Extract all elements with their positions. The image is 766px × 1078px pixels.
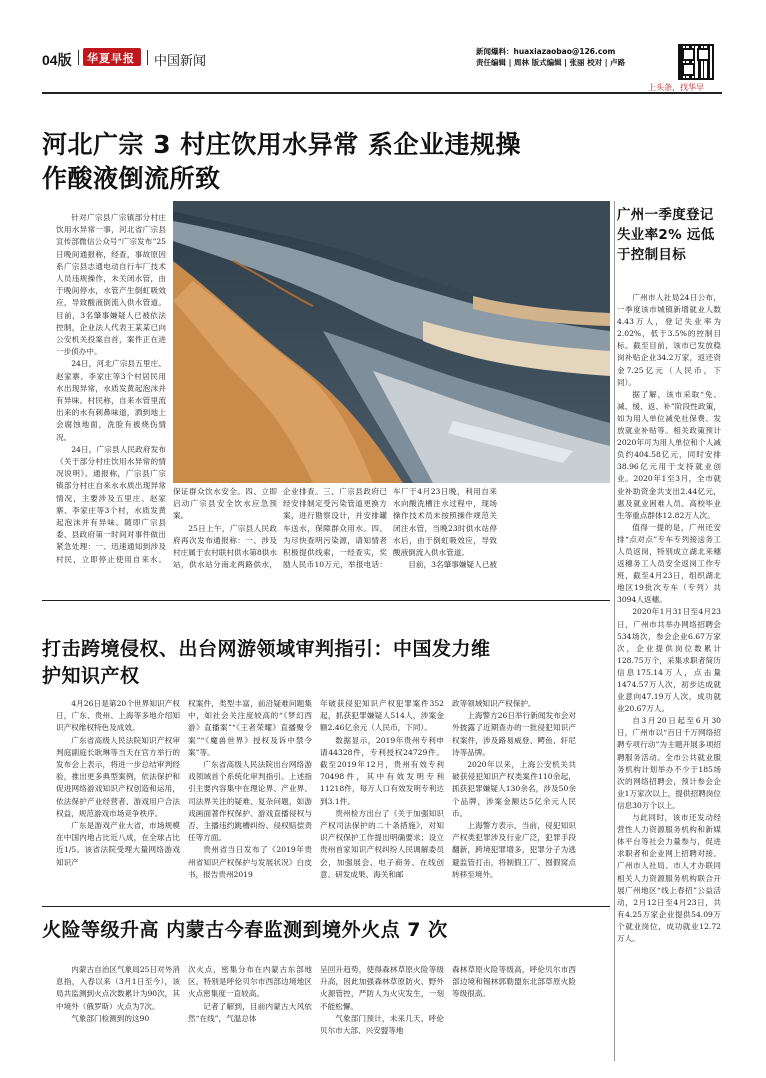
paragraph: 2020年以来，上海公安机关共破获侵犯知识产权类案件110余起，抓获犯罪嫌疑人130余名，涉及50余个品牌，涉案金额达5亿余元人民币。	[452, 760, 576, 818]
brand-logo-text: 华夏早报	[87, 52, 135, 65]
paragraph: 车厂于4月23日晚，利用自来水向酸洗槽注水过程中，现场操作技术员未按照操作规范关闭注水管，当晚23时供水站停水后，由于倒虹吸效应，导致酸液倒流入供水管道。	[393, 487, 497, 558]
paragraph: 据了解，该市采取“免、减、缓、返、补”阶段性政策，如为用人单位减免社保费、发放就业补贴等。相关政策预计2020年可为用人单位和个人减负约404.58亿元，同时安排38.96亿元用于支持就业创业。2020年1至3月，全市就业补助资金共支出2.44亿元，惠及就业困难人员、高校毕业生等重点群体12.82万人次。	[617, 389, 721, 520]
paragraph: 贵州省当日发布了《2019年贵州省知识产权保护与发展状况》白皮书，报告贵州2019	[188, 845, 312, 879]
article2-title-line1: 打击跨境侵权、出台网游领域审判指引：中国发力维	[42, 638, 491, 660]
paragraph: 气象部门检测到的这90	[71, 1013, 150, 1023]
article1-title	[42, 128, 602, 196]
page-number: 04版	[42, 52, 72, 68]
paragraph: 贵州检方出台了《关于加强知识产权司法保护的二十条措施》，对知识产权保护工作提出明确要求；设立贵州首家知识产权纠纷人民调解委员会，加强展会、电子商务、在线创意、研发成果、海关和邮	[320, 808, 444, 879]
sidebar-divider	[614, 201, 615, 1061]
paragraph: 内蒙古自治区气象局25日对外消息指，入春以来（3月1日至今），该局共监测到火点次数累计为90次，其中境外（俄罗斯）火点为7次。	[56, 965, 180, 1011]
photo-svg	[173, 201, 610, 483]
header-divider	[78, 50, 79, 65]
paragraph: 4月26日是第20个世界知识产权日，广东、贵州、上海等多地介绍知识产权维权特色及成效。	[56, 699, 180, 733]
article3-col2	[188, 964, 312, 1074]
paragraph: 数据显示，2019年贵州专利申请44328件，专利授权24729件。截至2019年12月，贵州有效专利70498件，其中有效发明专利11218件，每万人口有效发明专利达到3.1件。	[320, 735, 444, 806]
paragraph: 24日，河北广宗县五里庄、赵家寨、李家庄等3个村居民用水出现异常，水质发黄起泡沫并有异味。村民称，自来水管里流出来的水有刺鼻味道，洒到地上会腐蚀地面，洗脸有被烧伤情况。	[56, 359, 166, 442]
paragraph: 企业排查。三、广宗县政府已经安排制定受污染管道更换方案，进行勘察设计，并安排罐车送水，保障群众用水。四、为尽快查明污染源，请知情者积极提供线索，一经查实，奖励人民币10万元，举报电话：	[283, 487, 387, 570]
sidebar-title: 广州一季度登记失业率2% 远低于控制目标	[617, 207, 715, 263]
paragraph: 目前，3名肇事嫌疑人已被	[408, 560, 497, 570]
paragraph: 呈回升趋势，使得森林草原火险等级升高，因此加强森林草原防火、野外火源管控，严防人为火灾发生，一刻不能松懈。	[320, 965, 444, 1011]
aerial-river-photo	[173, 201, 610, 483]
paragraph: 自3月20日起至6月30日，广州市以“百日千万网络招聘专项行动”为主题开展多项招聘服务活动。全市公共就业服务机构计划举办不少于185场次的网络招聘会，预计参会企业1万家次以上，提供招聘岗位信息30万个以上。	[617, 716, 721, 810]
paragraph: 2020年1月31日至4月23日，广州市共举办网络招聘会534场次，参会企业6.67万家次，企业提供岗位数累计128.75万个，采集求职者简历信息175.14万人，点击量1474.57万人次，初步达成就业意向47.19万人次，成功就业20.67万人。	[617, 607, 721, 714]
paragraph: 与此同时，该市还发动经营性人力资源服务机构和新媒体平台等社会力量参与，促进求职者和企业网上招聘对接。广州市人社局、市人才办联同相关人力资源服务机构联合开展广州地区“线上春招”公益活动，2月12日至4月23日，共有4.25万家企业提供54.09万个就业岗位，成功就业12.72万人。	[617, 813, 721, 943]
paragraph: 广东省高级人民法院知识产权审判庭副庭长耿琳等当天在官方举行的发布会上表示，将进一步总结审判经验，推出更多典型案例，依法保护和促进网络游戏知识产权创造和运用，依法保护产业经营者、游戏用户合法权益，规范游戏市场竞争秩序。	[56, 735, 180, 818]
paragraph: 气象部门预计，未来几天，呼伦贝尔市大部、兴安盟等地	[320, 1013, 444, 1036]
paragraph: 上海警方26日举行新闻发布会对外披露了近期查办的一批侵犯知识产权案件，涉及路易威登、鳄鱼、轩尼诗等品牌。	[452, 711, 576, 757]
article3-col3	[320, 964, 444, 1074]
article1-col4	[393, 486, 497, 570]
article2-title	[42, 636, 602, 690]
qr-code-icon	[678, 44, 714, 80]
paragraph: 针对广宗县广宗镇部分村庄饮用水异常一事，河北省广宗县宣传部微信公众号“广宗发布”25日晚间通报称，经查，事故原因系广宗县志通电动自行车厂技术人员违规操作，未关闭水管，由于晚间停水，水管产生倒虹吸效应，导致酸液倒流入供水管道。目前，3名肇事嫌疑人已被依法控制，企业法人代表王某某已向公安机关投案自首，案件正在进一步侦办中。	[56, 213, 166, 357]
article2-bottom-rule	[42, 906, 610, 907]
paragraph: 记者了解到，目前内蒙古大风依然“在线”，气温总体	[188, 1001, 312, 1023]
sidebar-body	[617, 292, 721, 1068]
article2-col4	[452, 698, 576, 898]
paragraph: 值得一提的是，广州还安排“点对点”专车专列接送务工人员返岗，特别成立湖北来穗返穗务工人员安全返岗工作专班，截至4月23日，组织湖北地区19批次专车（专列）共3094人返穗。	[617, 522, 721, 605]
paragraph: 广东是游戏产业大省，市场规模在中国内地占比近八成，在全球占比近1/5。该省法院受理大量网络游戏知识产	[56, 821, 180, 867]
section-name: 中国新闻	[154, 54, 207, 69]
paragraph: 广东省高级人民法院出台网络游戏领域首个系统化审判指引。上述指引主要内容集中在理论界、产业界、司法界关注的疑难、复杂问题，如游戏画面著作权保护、游戏直播侵权与否、主播违约跳槽纠纷、侵权赔偿责任等方面。	[188, 760, 312, 843]
paragraph: 保证群众饮水安全。四、立即启动广宗县安全饮水应急预案。	[173, 487, 277, 521]
header-divider-2	[147, 50, 148, 65]
paragraph: 森林草原火险等级高，呼伦贝尔市西部边境和锡林郭勒盟东北部草原火险等级很高。	[452, 965, 576, 999]
article1-col3	[283, 486, 387, 570]
article1-bottom-rule	[42, 600, 610, 601]
article1-title-line1: 河北广宗 3 村庄饮用水异常 系企业违规操	[42, 130, 522, 159]
article2-col1	[56, 698, 180, 898]
article3-title: 火险等级升高 内蒙古今春监测到境外火点 7 次	[42, 919, 448, 941]
article1-col1	[56, 212, 166, 568]
page-header	[42, 44, 722, 96]
paragraph: 广州市人社局24日公布，一季度该市城镇新增就业人数4.43万人，登记失业率为2.02%，低于3.5%的控制目标。截至目前，该市已发放稳岗补贴企业34.2万家，返还资金7.25亿元（人民币，下同）。	[617, 293, 721, 387]
article3-col1	[56, 964, 180, 1074]
paragraph: 上海警方表示，当前，侵犯知识产权类犯罪涉及行业广泛，犯罪手段翻新，跨境犯罪增多，犯罪分子为逃避监管打击，将制假工厂、囤假窝点转移至境外。	[452, 821, 576, 879]
header-rule	[42, 92, 722, 94]
hotline: 新闻爆料：huaxiazaobao@126.com	[476, 47, 616, 56]
paragraph: 25日上午，广宗县人民政府再次发布通报称：一、涉及村庄属于农村联村供水第8供水站，供水站分南北两路供水，	[173, 523, 277, 570]
paragraph: 政等领域知识产权保护。	[452, 699, 536, 708]
article1-title-line2: 作酸液倒流所致	[42, 164, 221, 193]
article3-col4	[452, 964, 576, 1074]
paragraph: 次火点，密集分布在内蒙古东部地区，特别是呼伦贝尔市西部边境地区火点密集度一直较高。	[188, 965, 312, 999]
brand-logo	[83, 48, 141, 66]
paragraph: 权案件，类型丰富，前沿疑难问题集中，如社会关注度较高的“《梦幻西游》直播案”“《王者荣耀》直播聚令案”“《魔兽世界》授权及诉中禁令案”等。	[188, 699, 312, 757]
slogan: 上头条，找华早	[648, 83, 704, 92]
article1-col2	[173, 486, 277, 570]
article2-title-line2: 护知识产权	[42, 665, 140, 687]
paragraph: 年破获侵犯知识产权犯罪案件352起，抓获犯罪嫌疑人514人，涉案金额2.46亿余元（人民币，下同）。	[320, 699, 444, 733]
article2-col3	[320, 698, 444, 898]
paragraph: 24日，广宗县人民政府发布《关于部分村庄饮用水异常的情况说明》。通报称，广宗县广宗镇部分村庄自来水水质出现异常情况，主要涉及五里庄、赵家寨、李家庄等3个村，水质发黄起泡沫并有异味。随即广宗县委、县政府第一时间对事件做出紧急处理：一、迅速通知到涉及村民，立即停止使用自来水。	[56, 444, 166, 564]
article2-col2	[188, 698, 312, 898]
editors-line: 责任编辑 | 周林 版式编辑 | 张丽 校对 | 卢路	[476, 58, 626, 67]
